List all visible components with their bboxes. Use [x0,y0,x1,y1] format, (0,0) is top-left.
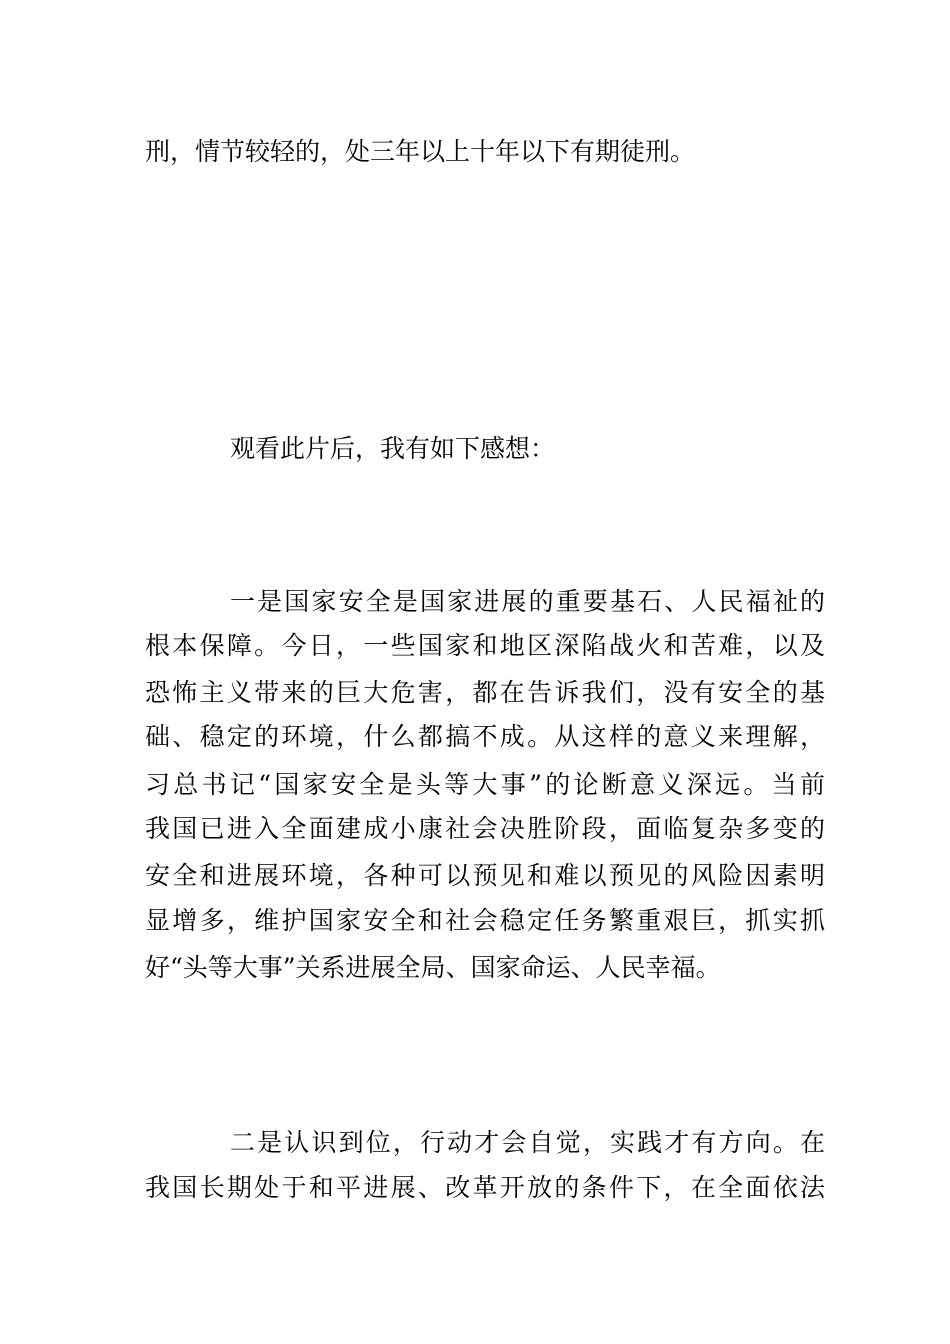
intro-line: 观看此片后，我有如下感想： [230,434,556,463]
paragraph-1-line: 一是国家安全是国家进展的重要基石、人民福祉的 [230,587,825,616]
paragraph-1-line: 我国已进入全面建成小康社会决胜阶段，面临复杂多变的 [145,814,825,843]
paragraph-1-line: 安全和进展环境，各种可以预见和难以预见的风险因素明 [145,861,825,890]
paragraph-2-line: 二是认识到位，行动才会自觉，实践才有方向。在 [230,1128,825,1157]
paragraph-1-line: 好“头等大事”关系进展全局、国家命运、人民幸福。 [145,953,721,982]
paragraph-1-line: 根本保障。今日，一些国家和地区深陷战火和苦难，以及 [145,631,825,660]
fragment-line: 刑，情节较轻的，处三年以上十年以下有期徒刑。 [145,137,696,166]
paragraph-1-line: 础、稳定的环境，什么都搞不成。从这样的意义来理解， [145,722,825,751]
paragraph-1-line: 显增多，维护国家安全和社会稳定任务繁重艰巨，抓实抓 [145,906,825,935]
paragraph-1-line: 恐怖主义带来的巨大危害，都在告诉我们，没有安全的基 [145,678,825,707]
paragraph-1-line: 习总书记“国家安全是头等大事”的论断意义深远。当前 [145,770,825,799]
paragraph-2-line: 我国长期处于和平进展、改革开放的条件下，在全面依法 [145,1173,825,1202]
